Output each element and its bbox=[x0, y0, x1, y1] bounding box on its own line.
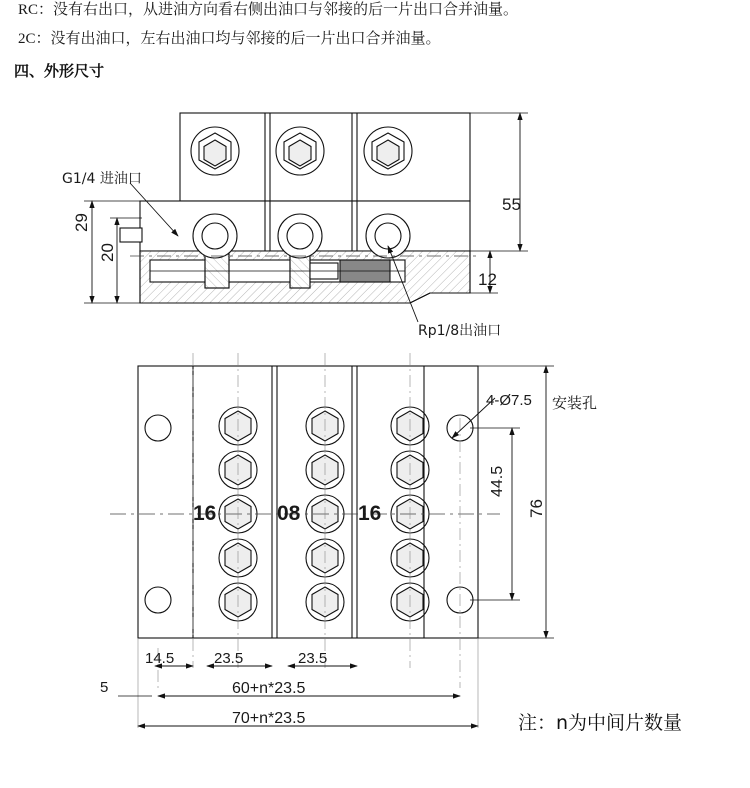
plate-label-left: 16 bbox=[193, 502, 217, 525]
intro-line-1: RC：没有右出口，从进油方向看右侧出油口与邻接的后一片出口合并油量。 bbox=[18, 2, 519, 18]
dim-5: 5 bbox=[100, 679, 109, 696]
dim-76: 76 bbox=[527, 499, 546, 518]
dim-23-5-a: 23.5 bbox=[214, 650, 244, 667]
dim-total-outer: 70+n*23.5 bbox=[232, 710, 306, 727]
dim-23-5-b: 23.5 bbox=[298, 650, 328, 667]
intro-line-2: 2C：没有出油口，左右出油口均与邻接的后一片出口合并油量。 bbox=[18, 31, 441, 47]
plate-label-right: 16 bbox=[358, 502, 382, 525]
dimension-drawing bbox=[0, 88, 750, 788]
dim-total-inner: 60+n*23.5 bbox=[232, 680, 306, 697]
label-outlet: Rp1/8出油口 bbox=[418, 323, 502, 339]
dim-29: 29 bbox=[72, 213, 91, 232]
plate-label-mid: 08 bbox=[277, 502, 301, 525]
dim-14-5: 14.5 bbox=[145, 650, 175, 667]
dim-12: 12 bbox=[478, 270, 497, 289]
section-title: 四、外形尺寸 bbox=[14, 62, 105, 80]
label-inlet: G1/4 进油口 bbox=[62, 171, 142, 187]
footnote: 注：n为中间片数量 bbox=[518, 712, 683, 734]
dim-20: 20 bbox=[98, 243, 117, 262]
dim-55: 55 bbox=[502, 195, 521, 214]
label-mount-hole-suffix: 安装孔 bbox=[552, 394, 598, 412]
dim-44-5: 44.5 bbox=[489, 465, 506, 497]
label-mount-hole: 4-Ø7.5 bbox=[486, 392, 532, 409]
